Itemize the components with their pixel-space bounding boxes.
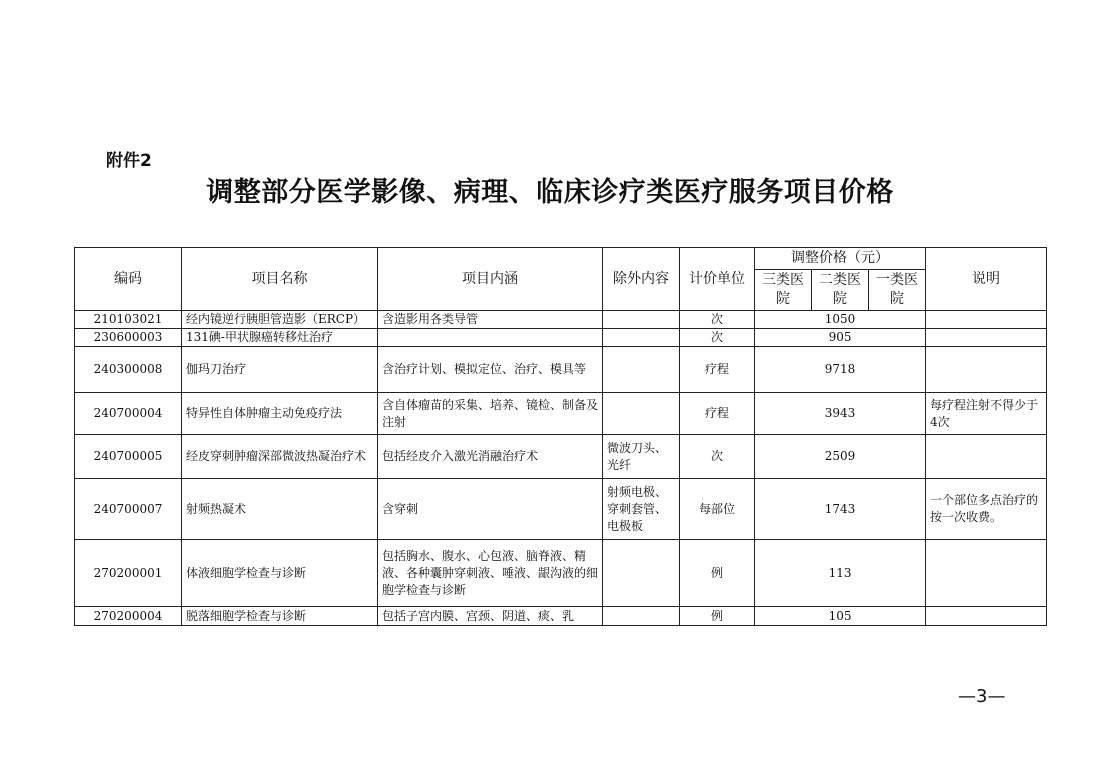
row-unit: 疗程 [680, 393, 755, 435]
row-content: 含自体瘤苗的采集、培养、镜检、制备及注射 [378, 393, 603, 435]
row-unit: 例 [680, 540, 755, 607]
row-content: 含造影用各类导管 [378, 311, 603, 329]
table-row [75, 607, 1047, 626]
row-code: 230600003 [75, 329, 182, 347]
row-notes [926, 540, 1047, 607]
price-table [74, 247, 1047, 626]
row-content: 包括经皮介入激光消融治疗术 [378, 435, 603, 479]
header-price-group: 调整价格（元） [755, 248, 926, 270]
row-unit: 次 [680, 435, 755, 479]
header-unit: 计价单位 [680, 248, 755, 311]
attachment-label: 附件2 [106, 151, 152, 171]
row-price: 113 [755, 540, 926, 607]
row-notes: 一个部位多点治疗的按一次收费。 [926, 479, 1047, 540]
row-code: 240700007 [75, 479, 182, 540]
page-number: —3— [958, 686, 1006, 707]
table-row [75, 479, 1047, 540]
row-price: 9718 [755, 347, 926, 393]
row-code: 270200004 [75, 607, 182, 626]
row-price: 105 [755, 607, 926, 626]
table-row [75, 311, 1047, 329]
row-exclusions [603, 347, 680, 393]
row-exclusions [603, 607, 680, 626]
row-name: 特异性自体肿瘤主动免疫疗法 [182, 393, 378, 435]
row-code: 240700004 [75, 393, 182, 435]
row-unit: 次 [680, 329, 755, 347]
row-price: 905 [755, 329, 926, 347]
header-class3: 三类医院 [755, 270, 812, 311]
header-name: 项目名称 [182, 248, 378, 311]
header-notes: 说明 [926, 248, 1047, 311]
row-exclusions [603, 393, 680, 435]
page-title: 调整部分医学影像、病理、临床诊疗类医疗服务项目价格 [206, 177, 894, 208]
row-content: 包括子宫内膜、宫颈、阴道、痰、乳 [378, 607, 603, 626]
row-notes [926, 607, 1047, 626]
row-name: 体液细胞学检查与诊断 [182, 540, 378, 607]
table-row [75, 435, 1047, 479]
row-notes [926, 347, 1047, 393]
table-row [75, 329, 1047, 347]
row-content [378, 329, 603, 347]
row-exclusions [603, 540, 680, 607]
row-exclusions [603, 329, 680, 347]
row-price: 2509 [755, 435, 926, 479]
row-name: 经皮穿刺肿瘤深部微波热凝治疗术 [182, 435, 378, 479]
table-row [75, 347, 1047, 393]
row-unit: 次 [680, 311, 755, 329]
row-code: 240300008 [75, 347, 182, 393]
table-row [75, 540, 1047, 607]
row-name: 伽玛刀治疗 [182, 347, 378, 393]
header-code: 编码 [75, 248, 182, 311]
header-class2: 二类医院 [812, 270, 869, 311]
row-notes: 每疗程注射不得少于4次 [926, 393, 1047, 435]
row-exclusions: 微波刀头、光纤 [603, 435, 680, 479]
row-content: 包括胸水、腹水、心包液、脑脊液、精液、各种囊肿穿刺液、唾液、龈沟液的细胞学检查与诊断 [378, 540, 603, 607]
row-code: 270200001 [75, 540, 182, 607]
row-code: 210103021 [75, 311, 182, 329]
row-name: 射频热凝术 [182, 479, 378, 540]
row-exclusions [603, 311, 680, 329]
header-content: 项目内涵 [378, 248, 603, 311]
row-exclusions: 射频电极、穿刺套管、电极板 [603, 479, 680, 540]
row-name: 脱落细胞学检查与诊断 [182, 607, 378, 626]
row-code: 240700005 [75, 435, 182, 479]
row-price: 1743 [755, 479, 926, 540]
row-price: 3943 [755, 393, 926, 435]
row-notes [926, 435, 1047, 479]
row-name: 经内镜逆行胰胆管造影（ERCP） [182, 311, 378, 329]
row-unit: 例 [680, 607, 755, 626]
row-notes [926, 329, 1047, 347]
row-notes [926, 311, 1047, 329]
row-price: 1050 [755, 311, 926, 329]
table-row [75, 393, 1047, 435]
row-name: 131碘-甲状腺癌转移灶治疗 [182, 329, 378, 347]
row-content: 含穿刺 [378, 479, 603, 540]
row-unit: 疗程 [680, 347, 755, 393]
row-unit: 每部位 [680, 479, 755, 540]
row-content: 含治疗计划、模拟定位、治疗、模具等 [378, 347, 603, 393]
header-class1: 一类医院 [869, 270, 926, 311]
header-exclusions: 除外内容 [603, 248, 680, 311]
